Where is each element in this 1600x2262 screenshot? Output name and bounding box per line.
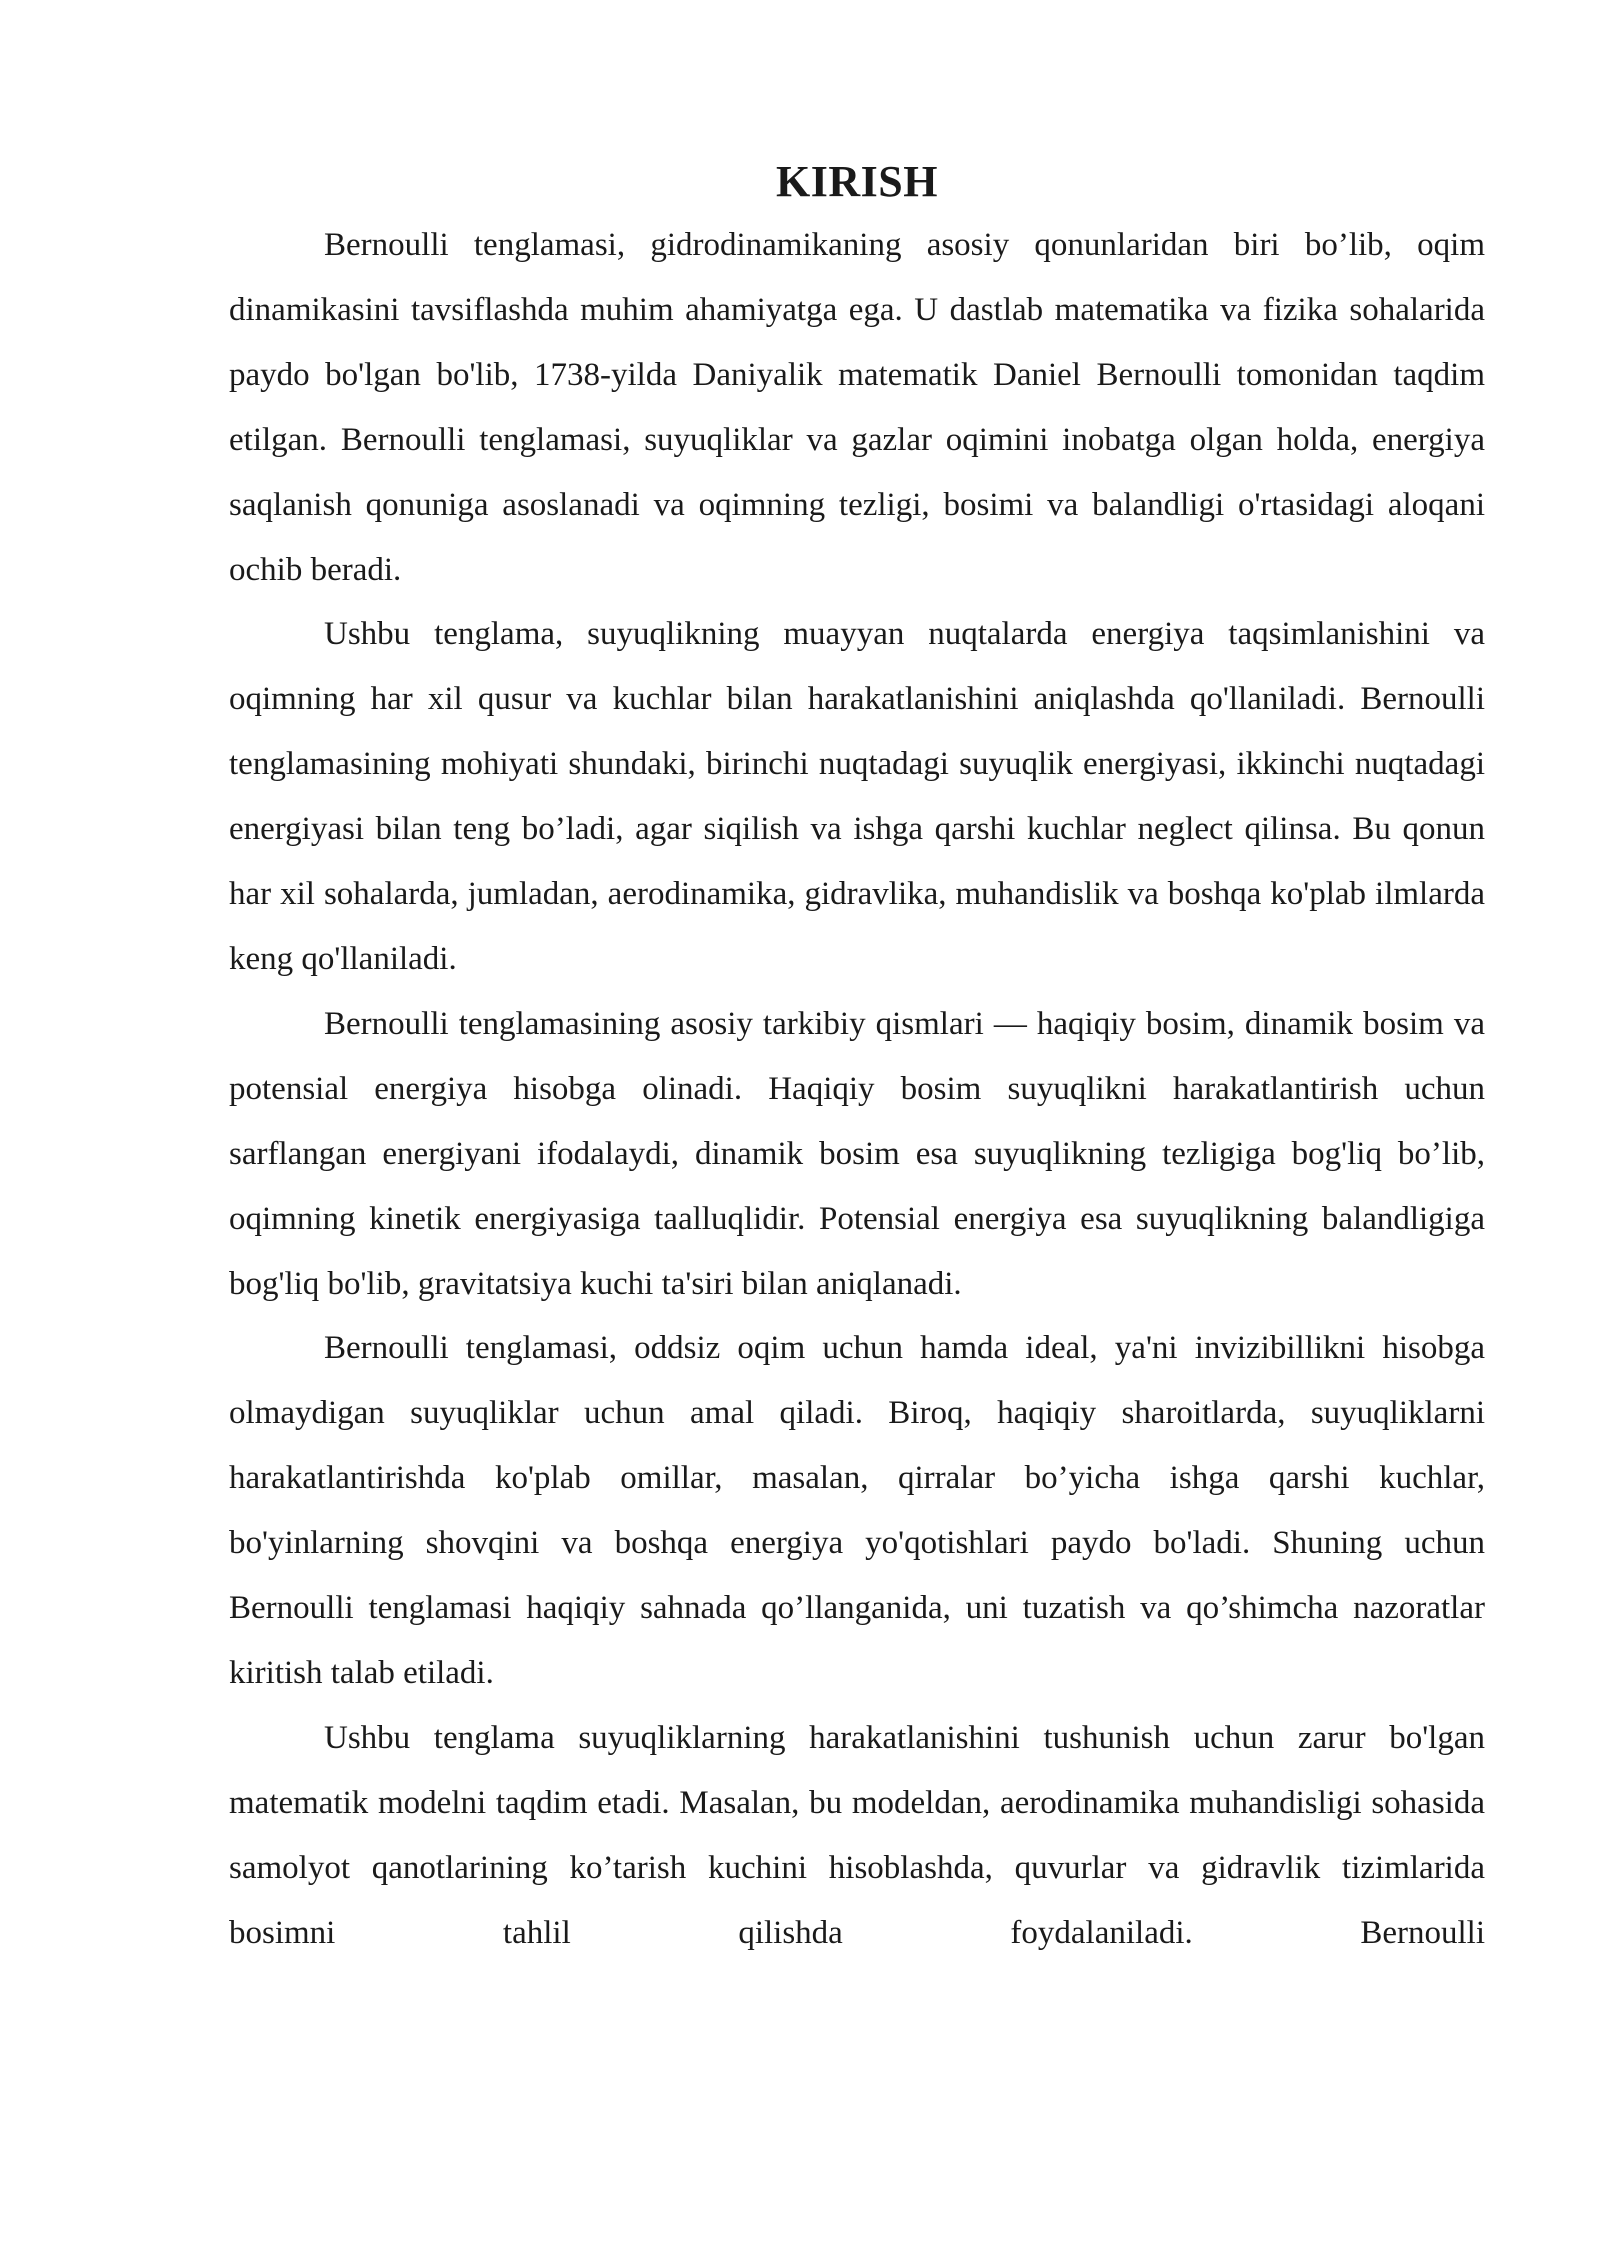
paragraph-4: Bernoulli tenglamasi, oddsiz oqim uchun hamda ideal, ya'ni invizibillikni hisobga olmaydigan suyuqliklar uchun amal qiladi. Biroq, haqiqiy sharoitlarda, suyuqliklarni harakatlantirishda ko'plab omillar, masalan, qirralar bo’yicha ishga qarshi kuchlar, bo'yinlarning shovqini va boshqa energiya yo'qotishlari paydo bo'ladi. Shuning uchun Bernoulli tenglamasi haqiqiy sahnada qo’llanganida, uni tuzatish va qo’shimcha nazoratlar kiritish talab etiladi. — [229, 1330, 1485, 1691]
paragraph-1: Bernoulli tenglamasi, gidrodinamikaning asosiy qonunlaridan biri bo’lib, oqim dinamikasini tavsiflashda muhim ahamiyatga ega. U dastlab matematika va fizika sohalarida paydo bo'lgan bo'lib, 1738-yilda Daniyalik matematik Daniel Bernoulli tomonidan taqdim etilgan. Bernoulli tenglamasi, suyuqliklar va gazlar oqimini inobatga olgan holda, energiya saqlanish qonuniga asoslanadi va oqimning tezligi, bosimi va balandligi o'rtasidagi aloqani ochib beradi. — [229, 227, 1485, 588]
paragraph-2: Ushbu tenglama, suyuqlikning muayyan nuqtalarda energiya taqsimlanishini va oqimning har xil qusur va kuchlar bilan harakatlanishini aniqlashda qo'llaniladi. Bernoulli tenglamasining mohiyati shundaki, birinchi nuqtadagi suyuqlik energiyasi, ikkinchi nuqtadagi energiyasi bilan teng bo’ladi, agar siqilish va ishga qarshi kuchlar neglect qilinsa. Bu qonun har xil sohalarda, jumladan, aerodinamika, gidravlika, muhandislik va boshqa ko'plab ilmlarda keng qo'llaniladi. — [229, 616, 1485, 977]
paragraph-5: Ushbu tenglama suyuqliklarning harakatlanishini tushunish uchun zarur bo'lgan matematik modelni taqdim etadi. Masalan, bu modeldan, aerodinamika muhandisligi sohasida samolyot qanotlarining ko’tarish kuchini hisoblashda, quvurlar va gidravlik tizimlarida bosimni tahlil qilishda foydalaniladi. Bernoulli — [229, 1719, 1485, 1951]
page-title: KIRISH — [776, 157, 938, 206]
document-page — [229, 145, 1485, 1965]
paragraph-3: Bernoulli tenglamasining asosiy tarkibiy qismlari — haqiqiy bosim, dinamik bosim va potensial energiya hisobga olinadi. Haqiqiy bosim suyuqlikni harakatlantirish uchun sarflangan energiyani ifodalaydi, dinamik bosim esa suyuqlikning tezligiga bog'liq bo’lib, oqimning kinetik energiyasiga taalluqlidir. Potensial energiya esa suyuqlikning balandligiga bog'liq bo'lib, gravitatsiya kuchi ta'siri bilan aniqlanadi. — [229, 1005, 1485, 1302]
